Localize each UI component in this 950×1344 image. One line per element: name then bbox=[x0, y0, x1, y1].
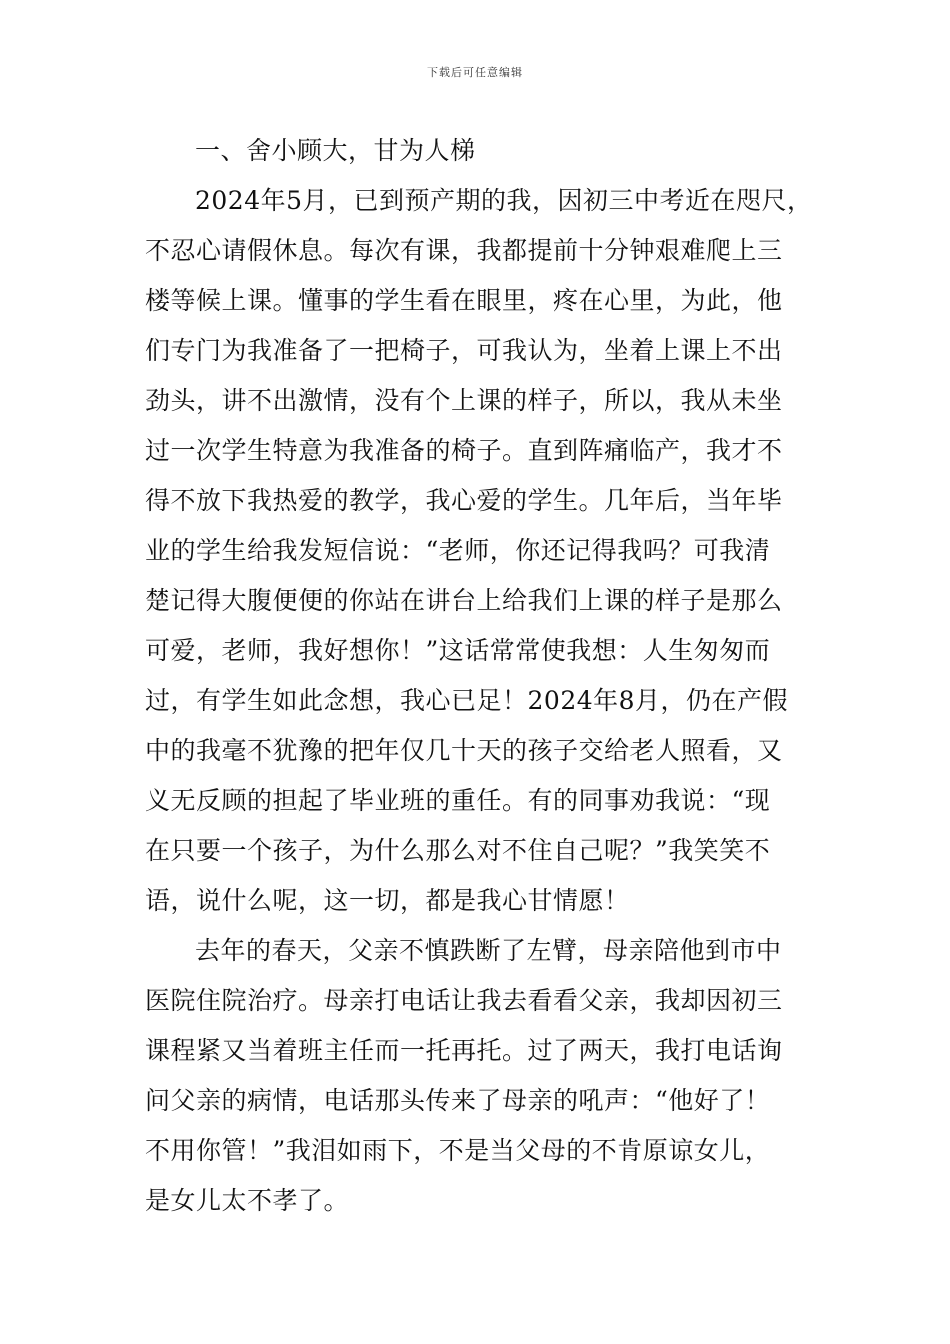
text-line: 课程紧又当着班主任而一托再托。过了两天，我打电话询 bbox=[145, 1036, 783, 1065]
section-heading: 一、舍小顾大，甘为人梯 bbox=[195, 136, 476, 165]
text-line: 得不放下我热爱的教学，我心爱的学生。几年后，当年毕 bbox=[145, 486, 783, 515]
text-line: 语，说什么呢，这一切，都是我心甘情愿！ bbox=[145, 886, 630, 915]
text-line: 中的我毫不犹豫的把年仅几十天的孩子交给老人照看，又 bbox=[145, 736, 783, 765]
text-line: 问父亲的病情，电话那头传来了母亲的吼声：“他好了！ bbox=[145, 1086, 771, 1115]
text-line: 不忍心请假休息。每次有课，我都提前十分钟艰难爬上三 bbox=[145, 236, 783, 265]
text-line: 们专门为我准备了一把椅子，可我认为，坐着上课上不出 bbox=[145, 336, 783, 365]
text-line: 过一次学生特意为我准备的椅子。直到阵痛临产，我才不 bbox=[145, 436, 783, 465]
page-header: 下载后可任意编辑 bbox=[427, 66, 523, 79]
text-line: 过，有学生如此念想，我心已足！2024年8月，仍在产假 bbox=[145, 686, 789, 715]
text-line: 楚记得大腹便便的你站在讲台上给我们上课的样子是那么 bbox=[145, 586, 783, 615]
text-line: 可爱，老师，我好想你！”这话常常使我想：人生匆匆而 bbox=[145, 636, 771, 665]
paragraph-1 bbox=[145, 176, 813, 926]
text-line: 义无反顾的担起了毕业班的重任。有的同事劝我说：“现 bbox=[145, 786, 771, 815]
text-line: 2024年5月，已到预产期的我，因初三中考近在咫尺， bbox=[195, 186, 813, 215]
paragraph-2 bbox=[145, 926, 810, 1226]
text-line: 是女儿太不孝了。 bbox=[145, 1186, 350, 1215]
text-line: 不用你管！”我泪如雨下，不是当父母的不肯原谅女儿， bbox=[145, 1136, 771, 1165]
text-line: 医院住院治疗。母亲打电话让我去看看父亲，我却因初三 bbox=[145, 986, 783, 1015]
text-line: 楼等候上课。懂事的学生看在眼里，疼在心里，为此，他 bbox=[145, 286, 783, 315]
text-line: 在只要一个孩子，为什么那么对不住自己呢？”我笑笑不 bbox=[145, 836, 771, 865]
text-line: 去年的春天，父亲不慎跌断了左臂，母亲陪他到市中 bbox=[195, 936, 782, 965]
document-body bbox=[145, 126, 813, 1226]
text-line: 业的学生给我发短信说：“老师，你还记得我吗？可我清 bbox=[145, 536, 771, 565]
text-line: 劲头，讲不出激情，没有个上课的样子，所以，我从未坐 bbox=[145, 386, 783, 415]
